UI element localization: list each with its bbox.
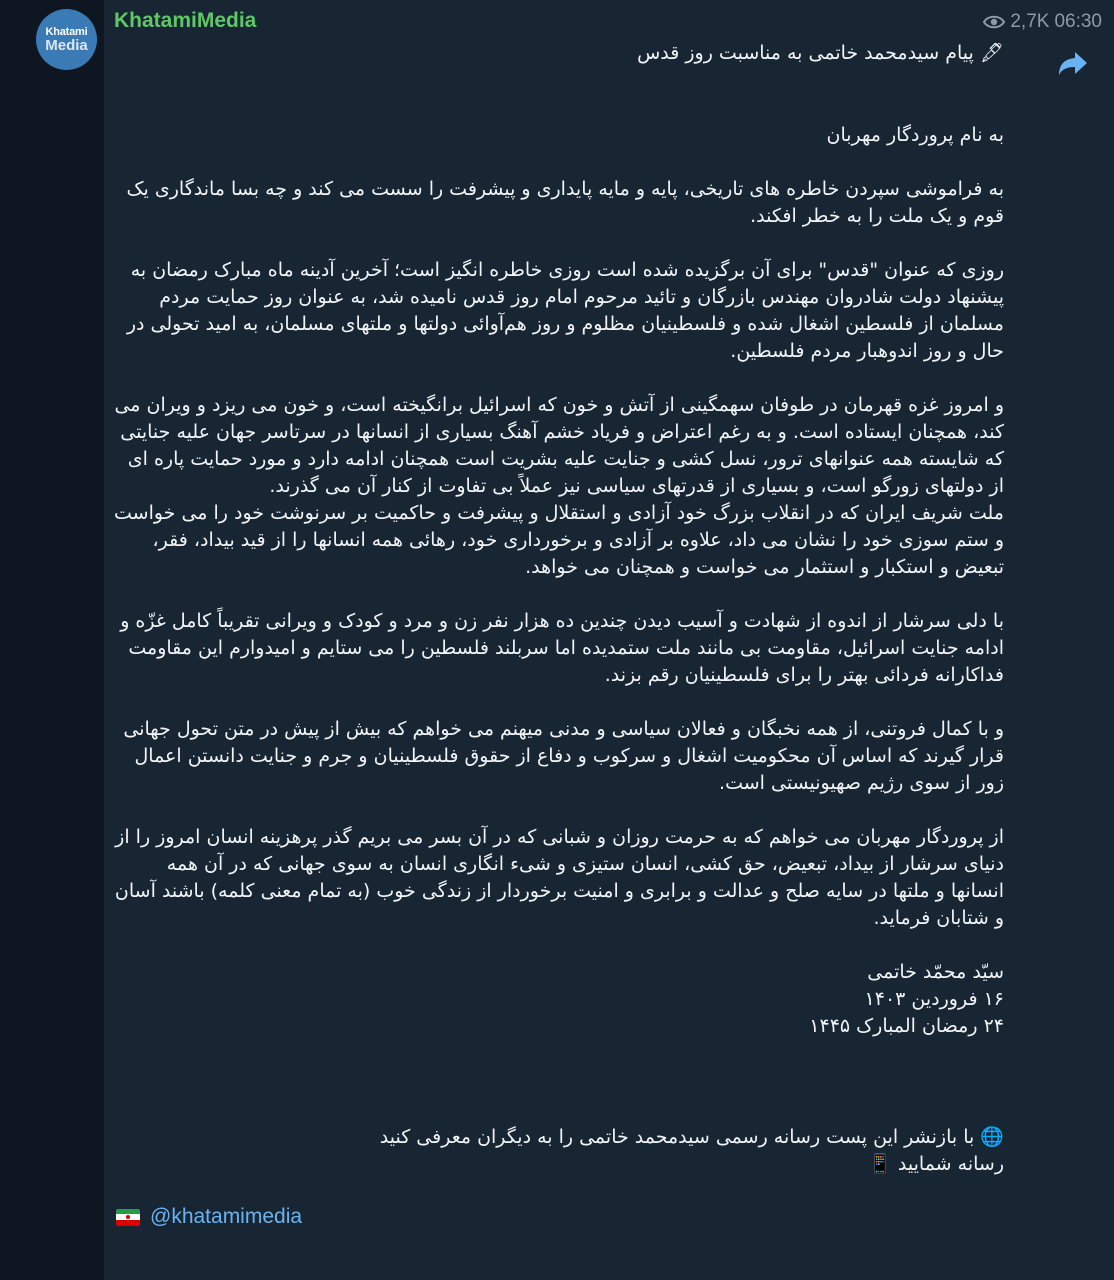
signature-name: سیّد محمّد خاتمی [867, 961, 1004, 983]
post-body [112, 122, 1004, 1040]
iran-flag-icon [116, 1209, 140, 1226]
avatar-text-line2: Media [45, 37, 88, 54]
eye-icon [983, 15, 1005, 29]
views-count: 2,7K [1010, 11, 1050, 32]
message-time: 06:30 [1054, 11, 1102, 32]
paragraph-3: و امروز غزه قهرمان در طوفان سهمگینی از آتش و خون که اسرائیل برانگیخته است، و خون می ریزد و ویران می کند، همچنان ایستاده است. و به رغم اعتراض و فریاد خشم آهنگ بسیاری از انسانها در سرتاسر جهان علیه جنایتی که شایسته همه عنوانهای ترور، نسل کشی و جنایت علیه بشریت است همچنان ادامه دارد و مورد حمایت پاره ای از دولتهای زورگو است، و بسیاری از قدرتهای سیاسی نیز عملاً بی تفاوت از کنار آن می گذرند. [114, 394, 1004, 497]
globe-icon: 🌐 [980, 1126, 1004, 1148]
signature-date-lunar: ۲۴ رمضان المبارک ۱۴۴۵ [809, 1015, 1004, 1037]
share-note [112, 1124, 1004, 1178]
paragraph-7: از پروردگار مهربان می خواهم که به حرمت روزان و شبانی که در آن بسر می بریم گذر پرهزینه انسان امروز را از دنیای سرشار از بیداد، تبعیض، حق کشی، انسان ستیزی و شیء انگاری انسان به سوی جهانی که در آن همه انسانها و ملتها در سایه صلح و عدالت و برابری و امنیت برخوردار از زندگی خوب (به تمام معنی کلمه) باشند آسان و شتابان فرماید. [114, 826, 1004, 929]
channel-handle-link[interactable]: @khatamimedia [150, 1205, 303, 1228]
paragraph-6: و با کمال فروتنی، از همه نخبگان و فعالان سیاسی و مدنی میهنم می خواهم که بیش از پیش در متن تحول جهانی قرار گیرند که اساس آن محکومیت اشغال و سرکوب و دفاع از حقوق فلسطینیان و جرم و جنایت دانستن اعمال زور از سوی رژیم صهیونیستی است. [123, 718, 1004, 794]
paragraph-2: روزی که عنوان "قدس" برای آن برگزیده شده است روزی خاطره انگیز است؛ آخرین آدینه ماه مبارک رمضان به پیشنهاد دولت شادروان مهندس بازرگان و تائید مرحوم امام روز قدس نامیده شد، به عنوان روز حمایت مردم مسلمان از فلسطین اشغال شده و فلسطینیان مظلوم و روز هم‌آوائی دولتها و ملتهای مسلمان، به امید تحولی در حال و روز اندوهبار مردم فلسطین. [126, 259, 1004, 362]
greeting: به نام پروردگار مهربان [826, 124, 1004, 146]
signature-date-solar: ۱۶ فروردین ۱۴۰۳ [864, 988, 1004, 1010]
channel-avatar[interactable] [36, 9, 97, 70]
phone-icon: 📱 [868, 1153, 892, 1175]
avatar-text-line1: Khatami [45, 26, 88, 38]
forward-arrow-icon[interactable] [1056, 48, 1090, 78]
share-line-2 [112, 1151, 1004, 1178]
channel-name[interactable]: KhatamiMedia [114, 9, 257, 32]
paragraph-5: با دلی سرشار از اندوه از شهادت و آسیب دیدن چندین ده هزار نفر زن و مرد و کودک و ویرانی تقریباً کامل غزّه و ادامه جنایت اسرائیل، مقاومت بی مانند ملت ستمدیده اما سربلند فلسطین را می ستایم و امیدوارم این مقاومت فداکارانه فردائی بهتر را برای فلسطینیان رقم بزند. [120, 610, 1004, 686]
pen-icon: 🖋 [979, 42, 1004, 64]
message-meta [983, 11, 1102, 33]
paragraph-4: ملت شریف ایران که در انقلاب بزرگ خود آزادی و استقلال و پیشرفت و حاکمیت بر سرنوشت خود را می خواست و ستم سوزی خود را نشان می داد، علاوه بر آزادی و برخورداری خود، رهائی همه انسانها را از قید بیداد، فقر، تبعیض و استکبار و استثمار می خواست و همچنان می خواهد. [114, 502, 1004, 578]
share-text: با بازنشر این پست رسانه رسمی سیدمحمد خاتمی را به دیگران معرفی کنید [379, 1126, 975, 1148]
channel-link-line [116, 1205, 302, 1229]
post-title [300, 40, 1004, 67]
paragraph-1: به فراموشی سپردن خاطره های تاریخی، پایه و مایه پایداری و پیشرفت را سست می کند و چه بسا ماندگاری یک قوم و یک ملت را به خطر افکند. [126, 178, 1004, 227]
share-text-2: رسانه شمایید [897, 1153, 1004, 1175]
share-line-1 [112, 1124, 1004, 1151]
post-title-text: پیام سیدمحمد خاتمی به مناسبت روز قدس [637, 42, 974, 64]
